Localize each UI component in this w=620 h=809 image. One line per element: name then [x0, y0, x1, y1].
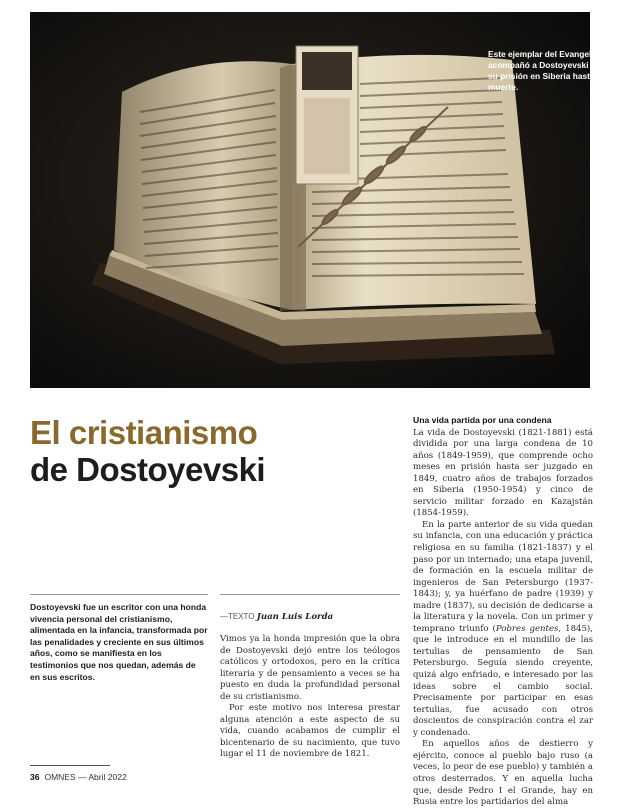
section-subhead: Una vida partida por una condena — [413, 415, 552, 425]
divider-footer — [30, 765, 110, 766]
body-paragraph: La vida de Dostoyevski (1821-1881) está dividida por una larga condena de 10 años (1849-1959), que comprende ocho meses en prisión hasta ser juzgado en 1849, cuatro años de trabajos forzados en Siberia (1950-1954) y cinco de servicio militar forzado en Kazajstán (1854-1959). — [413, 427, 593, 519]
photo-caption: Este ejemplar del Evangelio acompañó a Dostoyevski desde su prisión en Siberia hasta su muerte. — [488, 49, 616, 92]
author-name: Juan Luis Lorda — [256, 612, 334, 622]
body-text: En la parte anterior de su vida quedan su infancia, con una educación y práctica religiosa en su familia (1821-1837) y el paso por un internado; una etapa juvenil, de formación en la escuela militar de ingenieros de San Petersburgo (1937-1843); y, ya huérfano de padre (1939) y madre (1837), su decisión de dedicarse a la literatura y la novela. Con un primer y temprano triunfo ( — [413, 519, 593, 634]
body-paragraph: En aquellos años de destierro y ejército, conoce al pueblo bajo ruso (a veces, lo peor de ese pueblo) y también a otros desterrados. Y en aquella lucha que, desde Pedro I el Grande, hay en Rusia entre los partidarios del alma — [413, 739, 593, 808]
divider-byline — [220, 594, 400, 595]
body-column-2 — [220, 634, 400, 761]
article-lead: Dostoyevski fue un escritor con una honda vivencia personal del cristianismo, alimentada en la infancia, transformada por las penalidades y creciente en sus últimos años, como se manifiesta en los testimonios que nos quedan, además de en sus escritos. — [30, 602, 208, 682]
gospel-photo — [30, 12, 616, 388]
body-column-3 — [413, 415, 593, 809]
book-title: Pobres gentes — [495, 623, 559, 634]
body-text: , 1845), que le introduce en el mundillo de las tertulias de pensamiento de San Petersburgo. Seguía siendo creyente, quizá algo enfriado, e interesado por las ideas sobre el cambio social. Precisamente por participar en esas tertulias, fue acusado con otros doscientos de conspiración contra el zar y condenado. — [413, 623, 593, 738]
body-paragraph — [413, 520, 593, 739]
article-title — [30, 414, 265, 488]
publication-info: OMNES — Abril 2022 — [44, 772, 127, 782]
byline-prefix: —TEXTO — [220, 612, 255, 621]
divider-lead — [30, 594, 208, 595]
title-line-2: de Dostoyevski — [30, 451, 266, 488]
title-line-1: El cristianismo — [30, 414, 258, 451]
page-number: 36 — [30, 772, 40, 782]
byline — [220, 612, 333, 622]
body-paragraph: Vimos ya la honda impresión que la obra de Dostoyevski dejó entre los teólogos católicos y ortodoxos, pero en la crítica literaria y de pensamiento a veces se ha puesto en duda la profundidad personal de su cristianismo. — [220, 634, 400, 702]
body-paragraph: Por este motivo nos interesa prestar alguna atención a este aspecto de su vida, cuando acabamos de cumplir el bicentenario de su nacimiento, que tuvo lugar el 11 de noviembre de 1821. — [220, 703, 400, 760]
page-footer — [30, 772, 127, 782]
